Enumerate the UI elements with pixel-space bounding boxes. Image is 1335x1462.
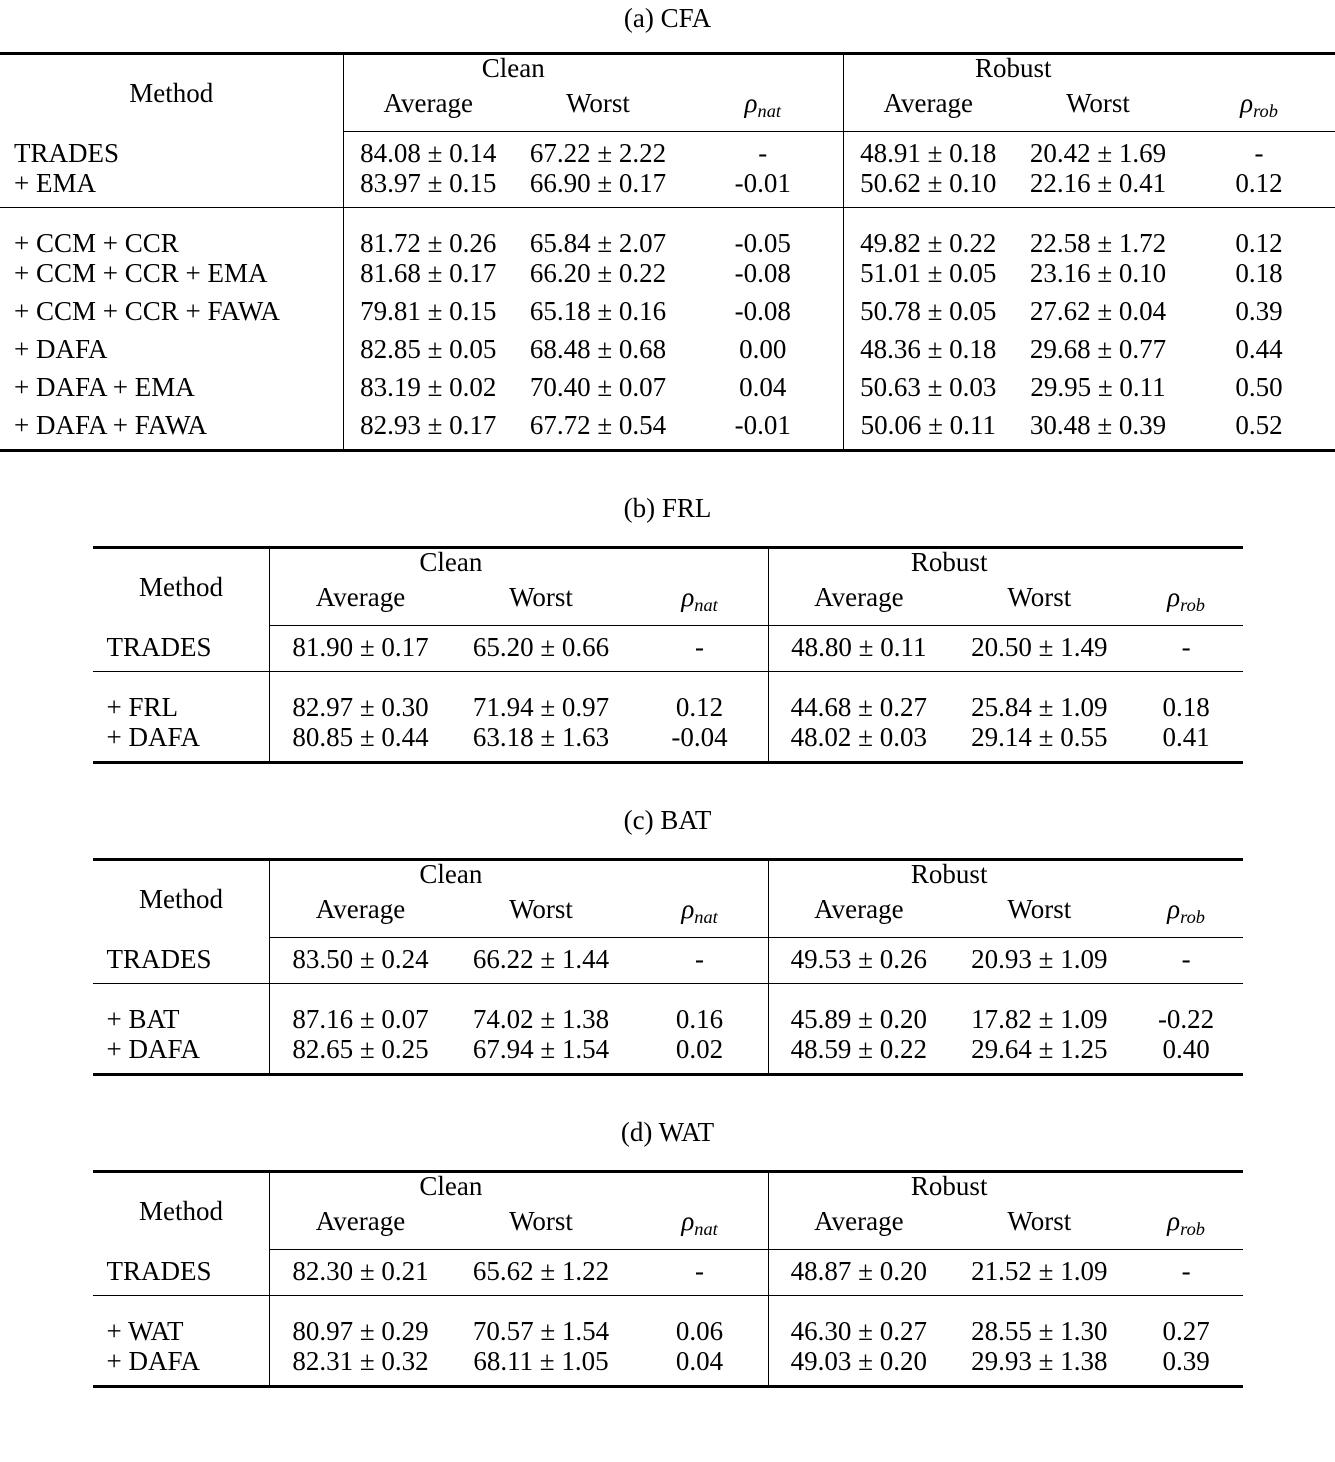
table-header-row-groups <box>93 548 1243 584</box>
cell-method: TRADES <box>93 1250 270 1296</box>
cell-method: + DAFA <box>93 1348 270 1387</box>
header-spacer-rho-rob <box>1130 1172 1243 1208</box>
cell-robust-average: 49.03 ± 0.20 <box>768 1348 949 1387</box>
cell-rho-rob: 0.50 <box>1235 372 1283 402</box>
header-robust-worst: Worst <box>1013 90 1183 132</box>
header-method: Method <box>93 1172 270 1250</box>
block-gap <box>0 208 1335 223</box>
cell-clean-worst: 70.40 ± 0.07 <box>529 372 667 402</box>
results-table <box>93 858 1243 1076</box>
header-group-clean: Clean <box>270 548 631 584</box>
cell-clean-worst: 63.18 ± 1.63 <box>451 724 632 763</box>
block-gap <box>93 1296 1243 1311</box>
cell-rho-rob: 0.52 <box>1183 412 1335 451</box>
cell-rho-rob: - <box>1130 938 1243 984</box>
results-table <box>0 52 1335 452</box>
header-rho-nat: $\rho_{nat}$ <box>631 896 768 938</box>
header-robust-average: Average <box>768 1208 949 1250</box>
cell-rho-rob: - <box>1254 138 1264 168</box>
header-method: Method <box>0 54 343 132</box>
cell-clean-worst: 67.72 ± 0.54 <box>513 412 683 451</box>
header-rho-nat: $\rho_{nat}$ <box>683 90 843 132</box>
header-group-clean: Clean <box>343 54 683 90</box>
header-method: Method <box>93 860 270 938</box>
header-robust-average: Average <box>768 584 949 626</box>
table-row <box>93 1348 1243 1387</box>
cell-method: + CCM + CCR <box>14 228 179 258</box>
cell-robust-worst: 17.82 ± 1.09 <box>971 1004 1108 1034</box>
cell-robust-worst: 28.55 ± 1.30 <box>971 1316 1108 1346</box>
cell-clean-average: 81.72 ± 0.26 <box>343 222 513 260</box>
cell-clean-average: 82.97 ± 0.30 <box>270 686 451 724</box>
table-row <box>0 336 1335 374</box>
cell-robust-worst: 27.62 ± 0.04 <box>1029 296 1167 326</box>
header-robust-worst: Worst <box>949 1208 1130 1250</box>
header-group-robust: Robust <box>768 860 1129 896</box>
cell-clean-average: 83.97 ± 0.15 <box>343 170 513 208</box>
cell-robust-worst: 29.64 ± 1.25 <box>949 1036 1130 1075</box>
cell-method: + DAFA <box>14 334 108 364</box>
cell-clean-worst: 66.22 ± 1.44 <box>451 938 632 984</box>
cell-clean-worst: 66.90 ± 0.17 <box>513 170 683 208</box>
cell-robust-worst: 20.50 ± 1.49 <box>949 626 1130 672</box>
cell-rho-nat: - <box>631 1250 768 1296</box>
block-gap-cell <box>93 672 270 687</box>
header-spacer-rho-nat <box>631 548 768 584</box>
cell-robust-average: 49.82 ± 0.22 <box>843 222 1013 260</box>
table-row <box>93 626 1243 672</box>
header-group-robust: Robust <box>768 548 1129 584</box>
cell-method: + DAFA + EMA <box>14 372 195 402</box>
block-gap-cell <box>513 208 683 223</box>
cell-method: + FRL <box>106 692 178 722</box>
header-rho-rob: $\rho_{rob}$ <box>1130 896 1243 938</box>
cell-robust-worst: 29.68 ± 0.77 <box>1029 334 1167 364</box>
cell-rho-nat: - <box>631 938 768 984</box>
cell-robust-average: 49.53 ± 0.26 <box>768 938 949 984</box>
header-clean-worst: Worst <box>451 584 632 626</box>
cell-rho-nat: 0.12 <box>675 692 724 722</box>
cell-clean-average: 83.50 ± 0.24 <box>270 938 451 984</box>
block-gap-cell <box>683 208 843 223</box>
block-gap-cell <box>270 672 451 687</box>
header-spacer-rho-rob <box>1130 548 1243 584</box>
cell-rho-rob: - <box>1130 626 1243 672</box>
cell-robust-worst: 20.93 ± 1.09 <box>949 938 1130 984</box>
block-gap-cell <box>631 672 768 687</box>
cell-method: + WAT <box>106 1316 184 1346</box>
cell-clean-average: 87.16 ± 0.07 <box>270 998 451 1036</box>
cell-rho-nat: 0.04 <box>631 1348 768 1387</box>
cell-robust-average: 48.91 ± 0.18 <box>843 132 1013 170</box>
header-rho-rob: $\rho_{rob}$ <box>1130 584 1243 626</box>
cell-robust-average: 51.01 ± 0.05 <box>843 260 1013 298</box>
cell-robust-worst: 21.52 ± 1.09 <box>949 1250 1130 1296</box>
header-robust-worst: Worst <box>949 584 1130 626</box>
block-gap-cell <box>631 984 768 999</box>
cell-clean-worst: 67.94 ± 1.54 <box>451 1036 632 1075</box>
cell-clean-worst: 65.62 ± 1.22 <box>451 1250 632 1296</box>
header-clean-worst: Worst <box>451 896 632 938</box>
block-gap-cell <box>0 208 343 223</box>
cell-rho-nat: -0.01 <box>683 412 843 451</box>
cell-clean-worst: 68.11 ± 1.05 <box>451 1348 632 1387</box>
table-row <box>93 998 1243 1036</box>
cell-rho-nat: -0.08 <box>734 296 791 326</box>
cell-rho-nat: -0.01 <box>683 170 843 208</box>
cell-rho-rob: 0.39 <box>1130 1348 1243 1387</box>
cell-rho-rob: -0.22 <box>1157 1004 1215 1034</box>
cell-method: + DAFA <box>93 1036 270 1075</box>
block-gap <box>93 984 1243 999</box>
header-rho-rob: $\rho_{rob}$ <box>1130 1208 1243 1250</box>
subtable-4 <box>0 1076 1335 1388</box>
table-row <box>0 260 1335 298</box>
header-group-clean: Clean <box>270 1172 631 1208</box>
block-gap-cell <box>768 984 949 999</box>
cell-rho-rob: - <box>1130 1250 1243 1296</box>
cell-method: + CCM + CCR + EMA <box>14 258 268 288</box>
cell-rho-nat: 0.02 <box>631 1036 768 1075</box>
header-robust-average: Average <box>768 896 949 938</box>
cell-method: + CCM + CCR + FAWA <box>14 296 280 326</box>
cell-rho-nat: -0.08 <box>734 258 791 288</box>
table-row <box>93 724 1243 763</box>
subtable-caption: (d) WAT <box>620 1117 715 1147</box>
cell-method: TRADES <box>93 938 270 984</box>
cell-clean-worst: 66.20 ± 0.22 <box>529 258 667 288</box>
table-row <box>0 222 1335 260</box>
block-gap-cell <box>93 1296 270 1311</box>
cell-clean-average: 84.08 ± 0.14 <box>343 132 513 170</box>
header-clean-average: Average <box>270 1208 451 1250</box>
block-gap-cell <box>1013 208 1183 223</box>
block-gap-cell <box>768 1296 949 1311</box>
cell-method: + EMA <box>0 170 343 208</box>
cell-robust-average: 50.78 ± 0.05 <box>843 298 1013 336</box>
block-gap-cell <box>93 984 270 999</box>
cell-clean-worst: 68.48 ± 0.68 <box>529 334 667 364</box>
header-clean-worst: Worst <box>513 90 683 132</box>
table-row <box>93 1310 1243 1348</box>
results-table <box>93 546 1243 764</box>
header-spacer-rho-nat <box>631 1172 768 1208</box>
header-robust-average: Average <box>843 90 1013 132</box>
results-table <box>93 1170 1243 1388</box>
cell-clean-average: 80.85 ± 0.44 <box>270 724 451 763</box>
table-row <box>0 132 1335 170</box>
subtable-2 <box>0 452 1335 764</box>
header-robust-worst: Worst <box>949 896 1130 938</box>
cell-rho-rob: 0.27 <box>1162 1316 1210 1346</box>
cell-robust-average: 50.62 ± 0.10 <box>843 170 1013 208</box>
block-gap-cell <box>949 984 1130 999</box>
header-spacer-rho-rob <box>1130 860 1243 896</box>
cell-robust-worst: 23.16 ± 0.10 <box>1029 258 1167 288</box>
cell-clean-average: 82.65 ± 0.25 <box>270 1036 451 1075</box>
cell-robust-average: 46.30 ± 0.27 <box>768 1310 949 1348</box>
cell-robust-average: 48.87 ± 0.20 <box>768 1250 949 1296</box>
header-group-clean: Clean <box>270 860 631 896</box>
cell-rho-rob: 0.44 <box>1235 334 1283 364</box>
cell-clean-average: 83.19 ± 0.02 <box>343 374 513 412</box>
cell-clean-average: 81.90 ± 0.17 <box>270 626 451 672</box>
cell-clean-average: 82.30 ± 0.21 <box>270 1250 451 1296</box>
cell-robust-average: 48.36 ± 0.18 <box>843 336 1013 374</box>
cell-robust-worst: 25.84 ± 1.09 <box>971 692 1108 722</box>
cell-rho-rob: 0.18 <box>1235 258 1283 288</box>
table-row <box>93 686 1243 724</box>
table-row <box>93 938 1243 984</box>
cell-rho-nat: -0.05 <box>734 228 791 258</box>
cell-rho-nat: 0.00 <box>739 334 787 364</box>
subtable-caption: (c) BAT <box>623 805 712 835</box>
block-gap-cell <box>631 1296 768 1311</box>
table-row <box>93 1036 1243 1075</box>
cell-clean-worst: 71.94 ± 0.97 <box>472 692 610 722</box>
table-row <box>0 412 1335 451</box>
cell-clean-worst: 65.18 ± 0.16 <box>529 296 667 326</box>
cell-robust-worst: 22.58 ± 1.72 <box>1029 228 1167 258</box>
cell-robust-worst: 29.93 ± 1.38 <box>949 1348 1130 1387</box>
header-rho-nat: $\rho_{nat}$ <box>631 584 768 626</box>
block-gap-cell <box>270 1296 451 1311</box>
header-group-robust: Robust <box>768 1172 1129 1208</box>
cell-robust-worst: 29.95 ± 0.11 <box>1030 372 1166 402</box>
table-row <box>0 374 1335 412</box>
cell-rho-rob: 0.40 <box>1130 1036 1243 1075</box>
header-clean-worst: Worst <box>451 1208 632 1250</box>
cell-method: TRADES <box>14 138 120 168</box>
block-gap-cell <box>1130 1296 1243 1311</box>
cell-robust-worst: 20.42 ± 1.69 <box>1029 138 1167 168</box>
cell-rho-nat: -0.04 <box>631 724 768 763</box>
block-gap-cell <box>451 672 632 687</box>
block-gap-cell <box>949 1296 1130 1311</box>
header-rho-rob: $\rho_{rob}$ <box>1183 90 1335 132</box>
subtable-caption: (b) FRL <box>623 493 712 523</box>
cell-clean-average: 82.31 ± 0.32 <box>270 1348 451 1387</box>
cell-clean-average: 79.81 ± 0.15 <box>343 298 513 336</box>
table-header-row-groups <box>93 1172 1243 1208</box>
subtable-3 <box>0 764 1335 1076</box>
header-clean-average: Average <box>270 896 451 938</box>
cell-rho-rob: 0.39 <box>1235 296 1283 326</box>
table-header-row-groups <box>0 54 1335 90</box>
header-method: Method <box>93 548 270 626</box>
cell-robust-worst: 29.14 ± 0.55 <box>949 724 1130 763</box>
header-spacer-rho-nat <box>683 54 843 90</box>
cell-robust-worst: 22.16 ± 0.41 <box>1013 170 1183 208</box>
cell-rho-rob: 0.41 <box>1130 724 1243 763</box>
header-clean-average: Average <box>343 90 513 132</box>
block-gap-cell <box>1130 672 1243 687</box>
cell-rho-rob: 0.12 <box>1235 228 1283 258</box>
cell-robust-average: 44.68 ± 0.27 <box>768 686 949 724</box>
block-gap-cell <box>949 672 1130 687</box>
cell-robust-worst: 30.48 ± 0.39 <box>1013 412 1183 451</box>
cell-method: + DAFA + FAWA <box>0 412 343 451</box>
table-row <box>0 298 1335 336</box>
cell-robust-average: 50.63 ± 0.03 <box>843 374 1013 412</box>
cell-clean-worst: 65.20 ± 0.66 <box>451 626 632 672</box>
table-row <box>93 1250 1243 1296</box>
block-gap-cell <box>843 208 1013 223</box>
header-spacer-rho-nat <box>631 860 768 896</box>
cell-rho-nat: - <box>758 138 768 168</box>
cell-clean-average: 81.68 ± 0.17 <box>343 260 513 298</box>
cell-rho-rob: 0.18 <box>1162 692 1210 722</box>
cell-rho-nat: 0.04 <box>739 372 787 402</box>
subtable-1 <box>0 0 1335 452</box>
cell-robust-average: 50.06 ± 0.11 <box>843 412 1013 451</box>
header-rho-nat: $\rho_{nat}$ <box>631 1208 768 1250</box>
cell-robust-average: 48.80 ± 0.11 <box>768 626 949 672</box>
cell-rho-nat: 0.16 <box>675 1004 724 1034</box>
block-gap-cell <box>451 984 632 999</box>
cell-clean-worst: 74.02 ± 1.38 <box>472 1004 610 1034</box>
block-gap-cell <box>768 672 949 687</box>
cell-clean-worst: 65.84 ± 2.07 <box>529 228 667 258</box>
cell-robust-average: 48.02 ± 0.03 <box>768 724 949 763</box>
header-group-robust: Robust <box>843 54 1183 90</box>
cell-clean-worst: 67.22 ± 2.22 <box>529 138 667 168</box>
cell-robust-average: 48.59 ± 0.22 <box>768 1036 949 1075</box>
cell-clean-average: 82.85 ± 0.05 <box>343 336 513 374</box>
cell-clean-average: 80.97 ± 0.29 <box>270 1310 451 1348</box>
subtable-caption: (a) CFA <box>623 3 712 33</box>
block-gap-cell <box>1183 208 1335 223</box>
cell-method: + BAT <box>106 1004 180 1034</box>
cell-clean-average: 82.93 ± 0.17 <box>343 412 513 451</box>
table-header-row-groups <box>93 860 1243 896</box>
cell-method: TRADES <box>93 626 270 672</box>
cell-method: + DAFA <box>93 724 270 763</box>
table-row <box>0 170 1335 208</box>
block-gap-cell <box>270 984 451 999</box>
block-gap-cell <box>343 208 513 223</box>
block-gap-cell <box>451 1296 632 1311</box>
cell-rho-nat: - <box>631 626 768 672</box>
block-gap <box>93 672 1243 687</box>
cell-rho-nat: 0.06 <box>675 1316 724 1346</box>
header-clean-average: Average <box>270 584 451 626</box>
block-gap-cell <box>1130 984 1243 999</box>
cell-rho-rob: 0.12 <box>1183 170 1335 208</box>
cell-robust-average: 45.89 ± 0.20 <box>768 998 949 1036</box>
cell-clean-worst: 70.57 ± 1.54 <box>472 1316 610 1346</box>
header-spacer-rho-rob <box>1183 54 1335 90</box>
